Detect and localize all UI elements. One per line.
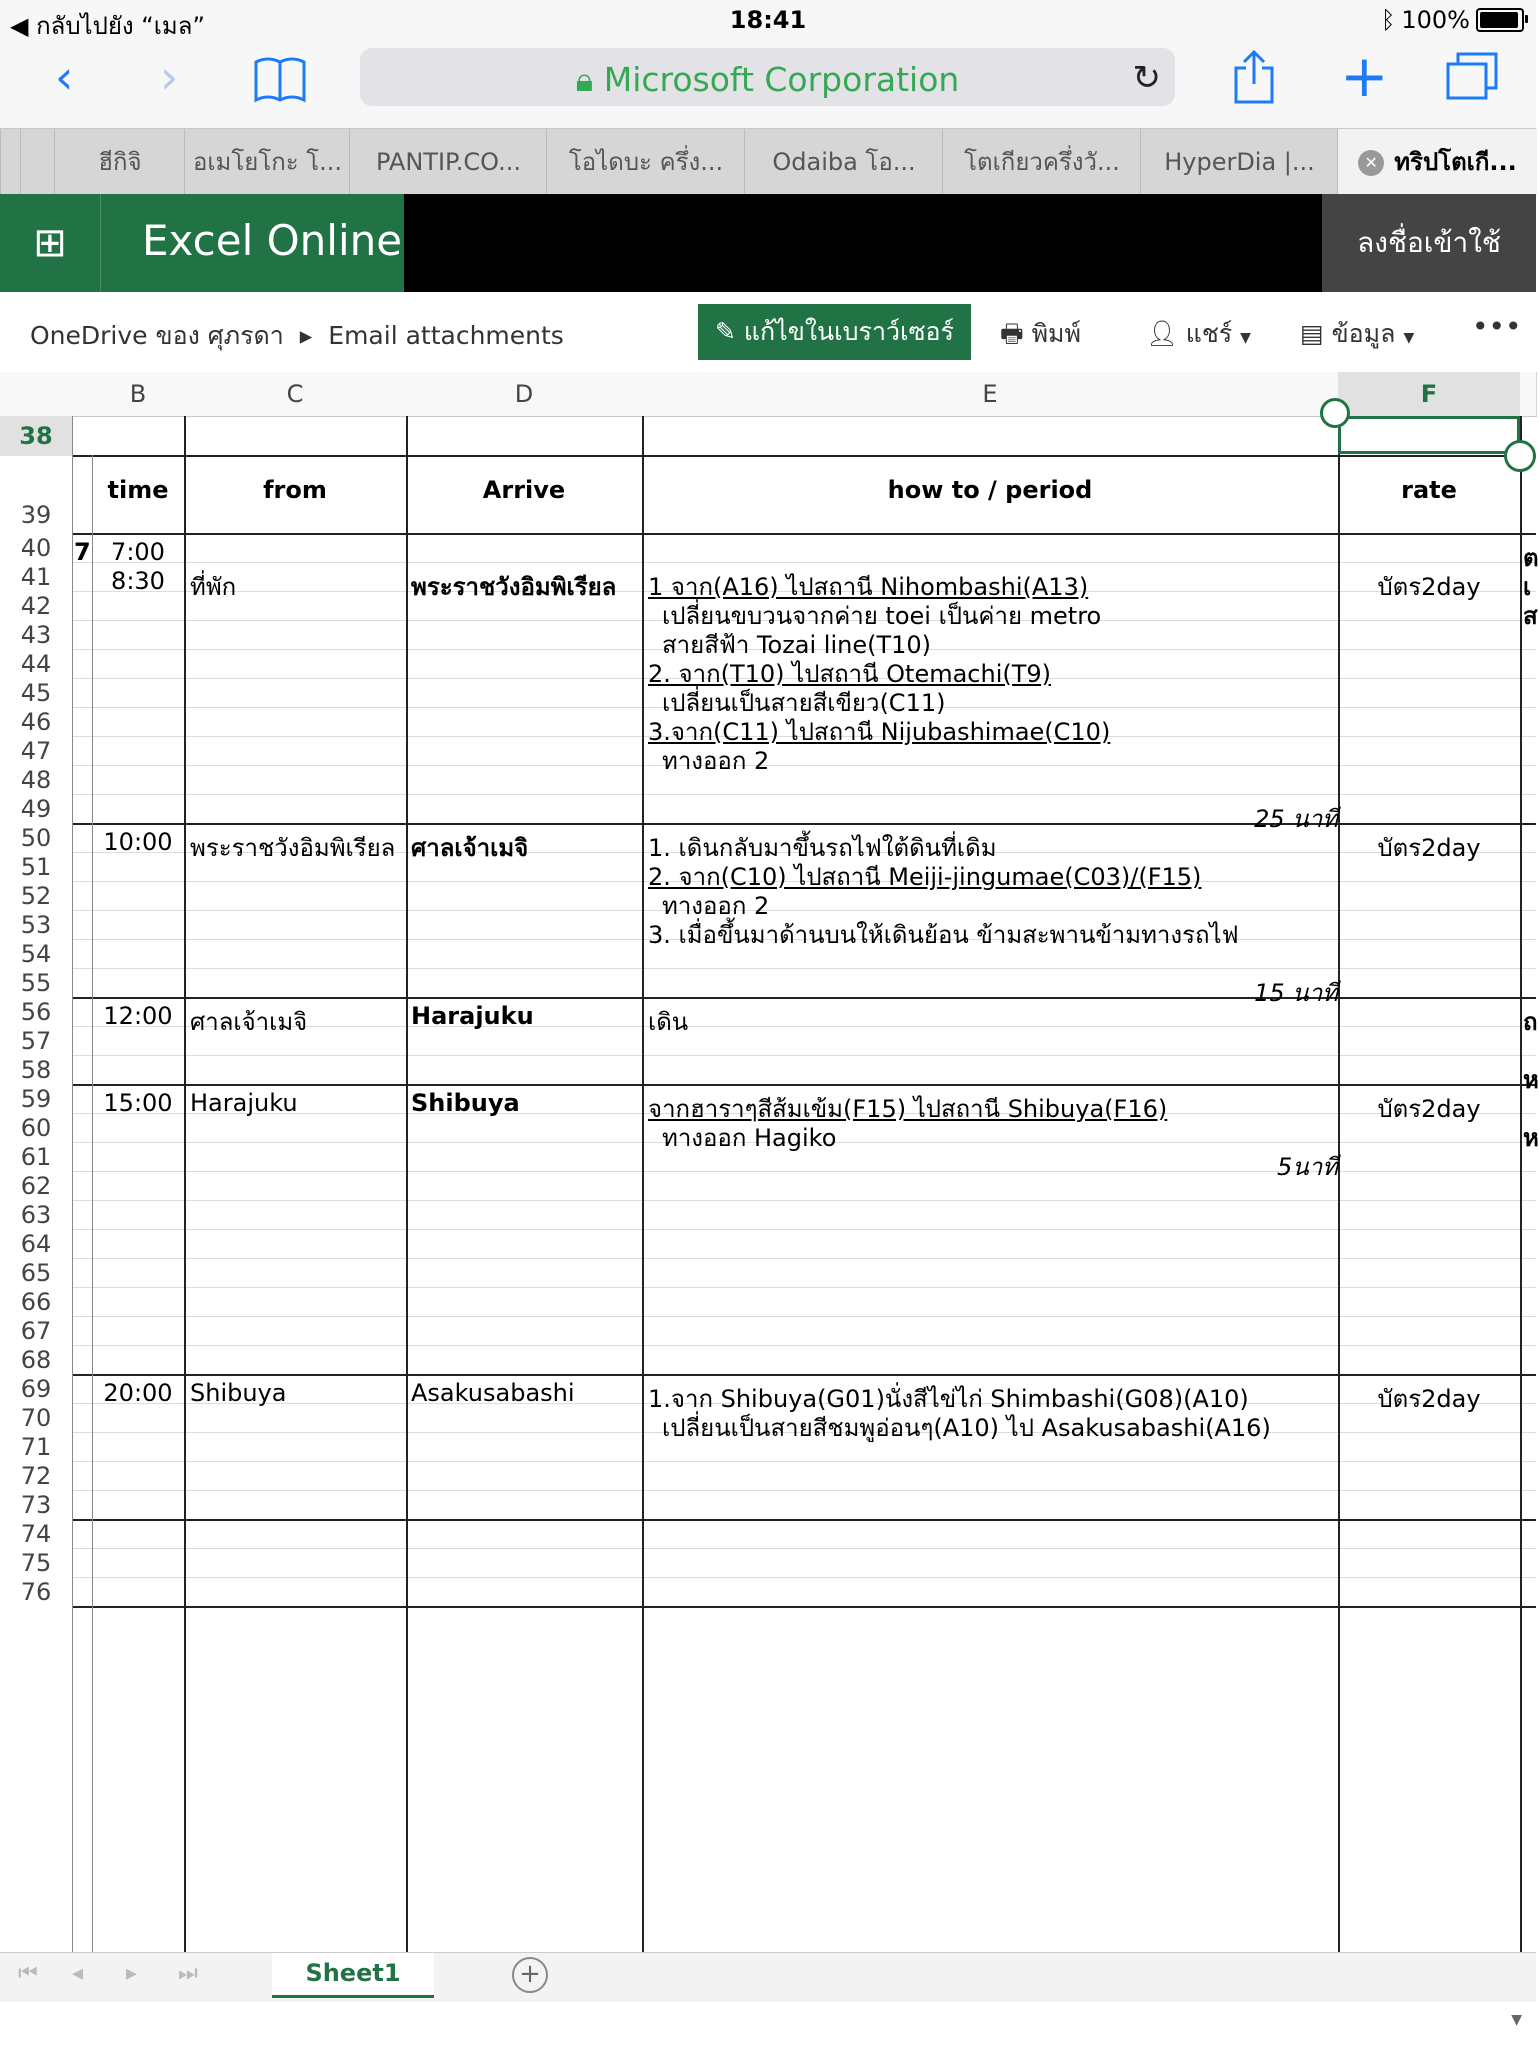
- row-header[interactable]: 38: [0, 416, 72, 456]
- gridline: [72, 1345, 1536, 1346]
- row-header[interactable]: 48: [20, 766, 52, 794]
- row-header[interactable]: 45: [20, 679, 52, 707]
- print-button[interactable]: [1000, 314, 1081, 358]
- breadcrumb-onedrive[interactable]: OneDrive ของ ศุภรดา: [30, 321, 284, 350]
- cell[interactable]: Harajuku: [411, 1002, 534, 1030]
- cell[interactable]: 10:00: [103, 828, 173, 856]
- add-person-icon: 👤︎: [1146, 319, 1178, 348]
- cell[interactable]: Harajuku: [190, 1089, 298, 1117]
- row-header[interactable]: 60: [20, 1114, 52, 1142]
- gridline: [72, 1258, 1536, 1259]
- bottom-strip: [0, 2002, 1536, 2048]
- cell[interactable]: จากฮาราๆสีส้มเข้ม(F15) ไปสถานี Shibuya(F16): [648, 1095, 1168, 1123]
- row-header[interactable]: 72: [20, 1462, 52, 1490]
- column-header-g[interactable]: [1520, 372, 1537, 417]
- new-tab-icon[interactable]: +: [1340, 42, 1389, 110]
- cell[interactable]: Asakusabashi: [411, 1379, 575, 1407]
- row-header[interactable]: 67: [20, 1317, 52, 1345]
- gridline: [92, 455, 93, 1952]
- breadcrumb-folder[interactable]: Email attachments: [328, 321, 564, 350]
- browser-toolbar: [0, 40, 1536, 128]
- row-header[interactable]: 65: [20, 1259, 52, 1287]
- data-label: ข้อมูล: [1331, 319, 1396, 348]
- bluetooth-icon: ᛒ: [1380, 6, 1396, 34]
- column-header-d[interactable]: D: [406, 372, 643, 417]
- gridline: [406, 416, 408, 1952]
- row-header[interactable]: 52: [20, 882, 52, 910]
- cell[interactable]: ส: [1523, 602, 1538, 630]
- cell[interactable]: Shibuya: [411, 1089, 520, 1117]
- battery-status: [1381, 6, 1524, 34]
- row-header[interactable]: 47: [20, 737, 52, 765]
- cell[interactable]: พระราชวังอิมพิเรียล: [411, 573, 617, 601]
- gridline: [72, 1606, 1536, 1608]
- browser-tab-active[interactable]: [1337, 129, 1537, 195]
- browser-tab[interactable]: HyperDia |...: [1140, 129, 1338, 195]
- first-sheet-icon[interactable]: ⏮: [18, 1961, 38, 1986]
- cell[interactable]: เ: [1523, 573, 1532, 601]
- share-button[interactable]: [1146, 314, 1251, 354]
- scroll-down-icon[interactable]: ▼: [1511, 2012, 1522, 2028]
- cell[interactable]: 5นาที: [1277, 1153, 1338, 1181]
- cell[interactable]: ทางออก 2: [662, 747, 770, 775]
- back-icon[interactable]: ‹: [55, 50, 74, 104]
- header-arrive[interactable]: Arrive: [482, 476, 566, 504]
- gridline: [72, 416, 73, 1952]
- cell[interactable]: ต: [1523, 544, 1539, 572]
- cell[interactable]: เดิน: [648, 1008, 689, 1036]
- column-header-e[interactable]: E: [642, 372, 1339, 417]
- reload-icon[interactable]: ↻: [1132, 58, 1161, 98]
- browser-tab[interactable]: Odaiba โอ...: [744, 129, 943, 195]
- column-header-b[interactable]: B: [92, 372, 185, 417]
- cell[interactable]: บัตร2day: [1377, 1385, 1481, 1413]
- cell[interactable]: 8:30: [111, 567, 165, 595]
- row-header[interactable]: 70: [20, 1404, 52, 1432]
- row-header[interactable]: 40: [20, 534, 52, 562]
- tabs-overview-icon[interactable]: [1444, 52, 1500, 106]
- selected-cell[interactable]: [1338, 416, 1520, 454]
- forward-icon[interactable]: ›: [160, 50, 179, 104]
- selection-handle[interactable]: [1504, 440, 1536, 472]
- breadcrumb-separator: ▸: [299, 321, 313, 350]
- back-to-mail-link[interactable]: ◀ กลับไปยัง “เมล”: [10, 12, 205, 40]
- share-label: แชร์: [1185, 319, 1233, 348]
- gridline: [72, 533, 1536, 535]
- column-header-a[interactable]: [72, 372, 93, 417]
- row-header[interactable]: 43: [20, 621, 52, 649]
- row-header[interactable]: 69: [20, 1375, 52, 1403]
- gridline: [72, 1461, 1536, 1462]
- gridline: [72, 794, 1536, 795]
- printer-icon: 🖶︎: [1000, 319, 1024, 348]
- cell[interactable]: 1.จาก Shibuya(G01)นั่งสีไข่ไก่ Shimbashi(G08)(A10): [648, 1385, 1249, 1413]
- gridline: [72, 562, 1536, 563]
- browser-tab[interactable]: โตเกียวครึ่งวั...: [942, 129, 1141, 195]
- gridline: [72, 765, 1536, 766]
- sheet-tab-bar: [0, 1952, 1536, 2003]
- gridline: [72, 455, 1536, 457]
- row-header[interactable]: 57: [20, 1027, 52, 1055]
- cell[interactable]: 1 จาก(A16) ไปสถานี Nihombashi(A13): [648, 573, 1089, 601]
- browser-tab[interactable]: โอไดบะ ครึ่ง...: [546, 129, 745, 195]
- header-time[interactable]: time: [107, 476, 169, 504]
- cell[interactable]: ศาลเจ้าเมจิ: [411, 834, 529, 862]
- row-header[interactable]: 39: [20, 501, 52, 529]
- row-header[interactable]: 42: [20, 592, 52, 620]
- print-label: พิมพ์: [1031, 319, 1082, 348]
- cell[interactable]: 3. เมื่อขึ้นมาด้านบนให้เดินย้อน ข้ามสะพานข้ามทางรถไฟ: [648, 921, 1239, 949]
- row-header[interactable]: 64: [20, 1230, 52, 1258]
- gridline: [72, 1229, 1536, 1230]
- cell[interactable]: 3.จาก(C11) ไปสถานี Nijubashimae(C10): [648, 718, 1111, 746]
- cell[interactable]: 25 นาที: [1254, 805, 1338, 833]
- address-bar[interactable]: [360, 48, 1175, 106]
- select-all-corner[interactable]: [0, 372, 73, 417]
- more-options-button[interactable]: •••: [1472, 310, 1522, 343]
- row-header[interactable]: 75: [20, 1549, 52, 1577]
- tab-overflow[interactable]: [0, 129, 21, 195]
- app-title: Excel Online: [142, 216, 403, 265]
- chevron-down-icon: ▼: [1240, 330, 1251, 346]
- cell[interactable]: เปลี่ยนขบวนจากค่าย toei เป็นค่าย metro: [662, 602, 1102, 630]
- cell[interactable]: 15:00: [103, 1089, 173, 1117]
- column-header-f[interactable]: F: [1338, 372, 1521, 419]
- gridline: [1520, 416, 1522, 1952]
- gridline: [72, 910, 1536, 911]
- edit-label: แก้ไขในเบราว์เซอร์: [743, 317, 954, 346]
- row-header[interactable]: 53: [20, 911, 52, 939]
- row-header[interactable]: 58: [20, 1056, 52, 1084]
- cell[interactable]: เปลี่ยนเป็นสายสีเขียว(C11): [662, 689, 946, 717]
- gridline: [72, 1490, 1536, 1491]
- row-header[interactable]: 73: [20, 1491, 52, 1519]
- selection-handle[interactable]: [1320, 398, 1350, 428]
- gridline: [72, 1519, 1536, 1521]
- row-header[interactable]: 74: [20, 1520, 52, 1548]
- lock-icon: 🔒︎: [575, 60, 594, 99]
- row-header[interactable]: 66: [20, 1288, 52, 1316]
- last-sheet-icon[interactable]: ⏭: [178, 1961, 198, 1986]
- row-header[interactable]: 55: [20, 969, 52, 997]
- browser-tab[interactable]: อเมโยโกะ โ...: [184, 129, 350, 195]
- gridline: [72, 1548, 1536, 1549]
- chevron-down-icon: ▼: [1403, 330, 1415, 346]
- row-header[interactable]: 54: [20, 940, 52, 968]
- url-text: Microsoft Corporation: [603, 60, 960, 99]
- row-header[interactable]: 44: [20, 650, 52, 678]
- cell[interactable]: 7:00: [111, 538, 165, 566]
- pencil-icon: ✎: [715, 317, 736, 346]
- row-header[interactable]: 51: [20, 853, 52, 881]
- excel-toolbar: [0, 292, 1536, 372]
- clock: 18:41: [729, 6, 807, 34]
- gridline: [72, 1316, 1536, 1317]
- cell[interactable]: 15 นาที: [1254, 979, 1338, 1007]
- header-from[interactable]: from: [263, 476, 327, 504]
- gridline: [642, 416, 644, 1952]
- gridline: [72, 1287, 1536, 1288]
- breadcrumb: [30, 316, 564, 356]
- cell[interactable]: 12:00: [103, 1002, 173, 1030]
- cell[interactable]: 1. เดินกลับมาขึ้นรถไฟใต้ดินที่เดิม: [648, 834, 997, 862]
- data-button[interactable]: [1300, 314, 1414, 354]
- gridline: [72, 1055, 1536, 1056]
- header-howto[interactable]: how to / period: [887, 476, 1093, 504]
- add-sheet-icon[interactable]: +: [512, 1957, 548, 1993]
- cell[interactable]: สายสีฟ้า Tozai line(T10): [662, 631, 932, 659]
- battery-percent: 100%: [1401, 6, 1470, 34]
- share-icon[interactable]: [1232, 48, 1276, 110]
- browser-tab[interactable]: PANTIP.CO...: [349, 129, 547, 195]
- gridline: [72, 968, 1536, 969]
- row-header[interactable]: 68: [20, 1346, 52, 1374]
- cell[interactable]: 7: [74, 538, 91, 566]
- column-header-c[interactable]: C: [184, 372, 407, 417]
- next-sheet-icon[interactable]: ▸: [126, 1961, 138, 1986]
- row-header[interactable]: 46: [20, 708, 52, 736]
- row-header[interactable]: 63: [20, 1201, 52, 1229]
- excel-header: [0, 194, 1536, 292]
- gridline: [184, 416, 186, 1952]
- gridline: [1338, 416, 1340, 1952]
- sign-in-button[interactable]: ลงชื่อเข้าใช้: [1322, 194, 1536, 292]
- active-tab-label: ทริปโตเกี...: [1394, 148, 1517, 176]
- header-rate[interactable]: rate: [1401, 476, 1457, 504]
- cell[interactable]: ทางออก 2: [662, 892, 770, 920]
- cell[interactable]: บัตร2day: [1377, 834, 1481, 862]
- row-header[interactable]: 49: [20, 795, 52, 823]
- sheet-tab[interactable]: Sheet1: [272, 1953, 434, 1998]
- edit-in-browser-button[interactable]: [698, 304, 971, 360]
- gridline: [72, 1374, 1536, 1376]
- cell[interactable]: Shibuya: [190, 1379, 287, 1407]
- cell[interactable]: ทางออก Hagiko: [662, 1124, 837, 1152]
- row-header[interactable]: 62: [20, 1172, 52, 1200]
- cell[interactable]: ห: [1523, 1124, 1539, 1152]
- cell[interactable]: ห: [1523, 1066, 1539, 1094]
- row-header[interactable]: 41: [20, 563, 52, 591]
- browser-tab-bar: [0, 128, 1536, 195]
- tab-overflow[interactable]: [20, 129, 55, 195]
- bookmarks-icon[interactable]: [252, 54, 308, 110]
- gridline: [72, 1084, 1536, 1086]
- cell[interactable]: บัตร2day: [1377, 1095, 1481, 1123]
- row-header[interactable]: 56: [20, 998, 52, 1026]
- cell[interactable]: 2. จาก(T10) ไปสถานี Otemachi(T9): [648, 660, 1052, 688]
- cell[interactable]: พระราชวังอิมพิเรียล: [190, 834, 396, 862]
- status-bar: [0, 0, 1536, 40]
- cell[interactable]: บัตร2day: [1377, 573, 1481, 601]
- row-header[interactable]: 50: [20, 824, 52, 852]
- data-icon: ▤: [1300, 319, 1324, 348]
- spreadsheet-grid[interactable]: [0, 372, 1539, 1952]
- gridline: [72, 1200, 1536, 1201]
- cell[interactable]: ที่พัก: [190, 573, 237, 601]
- cell[interactable]: ศาลเจ้าเมจิ: [190, 1008, 308, 1036]
- row-header[interactable]: 61: [20, 1143, 52, 1171]
- battery-icon: [1476, 8, 1524, 32]
- cell[interactable]: เปลี่ยนเป็นสายสีชมพูอ่อนๆ(A10) ไป Asakusabashi(A16): [662, 1414, 1271, 1442]
- browser-tab[interactable]: ฮีกิจิ: [54, 129, 185, 195]
- row-header[interactable]: 59: [20, 1085, 52, 1113]
- close-tab-icon[interactable]: ✕: [1358, 150, 1384, 176]
- app-launcher-icon[interactable]: ⊞: [0, 194, 101, 292]
- row-header[interactable]: 76: [20, 1578, 52, 1606]
- cell[interactable]: 2. จาก(C10) ไปสถานี Meiji-jingumae(C03)/(F15): [648, 863, 1202, 891]
- gridline: [72, 1577, 1536, 1578]
- row-header[interactable]: 71: [20, 1433, 52, 1461]
- cell[interactable]: ถ: [1523, 1008, 1538, 1036]
- cell[interactable]: 20:00: [103, 1379, 173, 1407]
- prev-sheet-icon[interactable]: ◂: [72, 1961, 84, 1986]
